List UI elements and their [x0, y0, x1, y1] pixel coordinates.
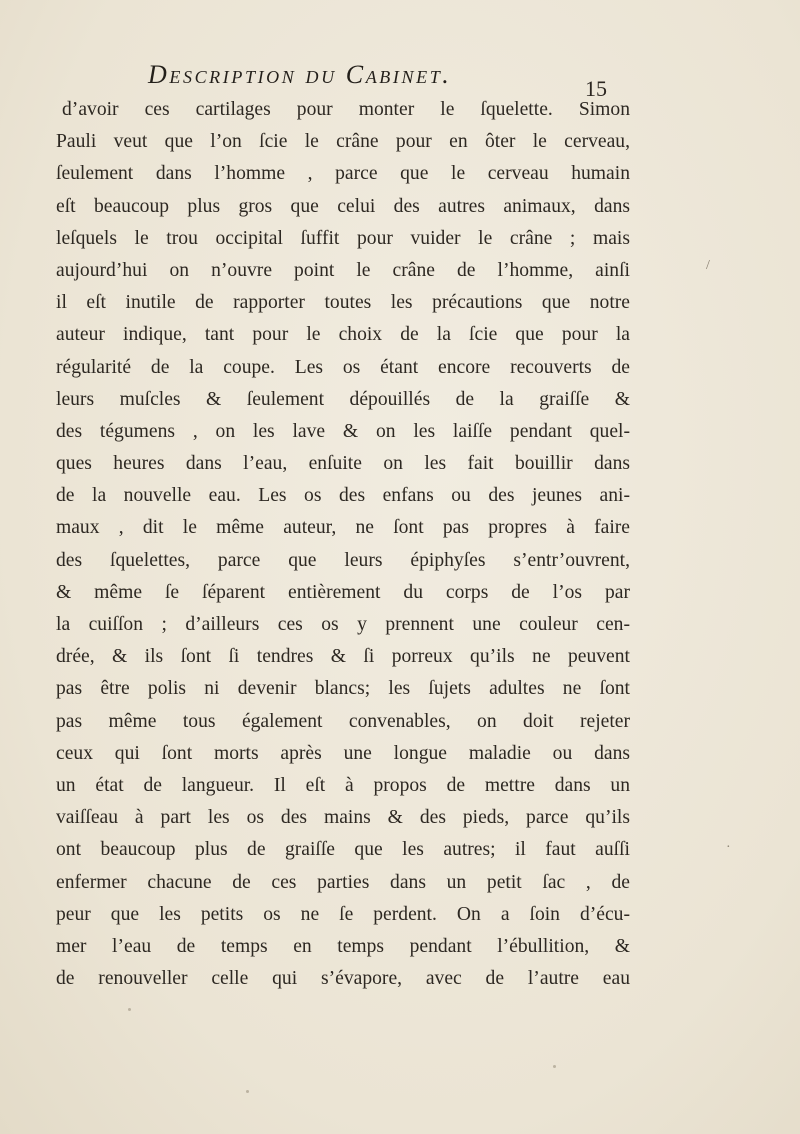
- paper-speck: [246, 1090, 249, 1093]
- text-line: de la nouvelle eau. Les os des enfans ou des jeunes ani-: [56, 485, 630, 507]
- text-line: de renouveller celle qui s’évapore, avec de l’autre eau: [56, 968, 630, 990]
- text-line: la cuiſſon ; d’ailleurs ces os y prennent une couleur cen-: [56, 614, 630, 635]
- text-line: drée, & ils ſont ſi tendres & ſi porreux qu’ils ne peuvent: [56, 646, 630, 668]
- text-line: Pauli veut que l’on ſcie le crâne pour en ôter le cerveau,: [56, 131, 630, 153]
- text-line: auteur indique, tant pour le choix de la ſcie que pour la: [56, 324, 630, 346]
- text-line: aujourd’hui on n’ouvre point le crâne de l’homme, ainſi: [56, 259, 630, 281]
- margin-mark: ·: [726, 840, 731, 855]
- margin-mark: /: [706, 258, 710, 273]
- text-line: ſeulement dans l’homme , parce que le cerveau humain: [56, 163, 630, 185]
- page-header: [148, 60, 626, 92]
- body-text: [56, 94, 630, 995]
- text-line: leſquels le trou occipital ſuffit pour vuider le crâne ; mais: [56, 227, 630, 249]
- text-line: régularité de la coupe. Les os étant encore recouverts de: [56, 356, 630, 378]
- text-line: pas même tous également convenables, on doit rejeter: [56, 710, 630, 732]
- text-line: d’avoir ces cartilages pour monter le ſquelette. Simon: [62, 99, 630, 120]
- text-line: peur que les petits os ne ſe perdent. On a ſoin d’écu-: [56, 903, 630, 925]
- text-line: pas être polis ni devenir blancs; les ſujets adultes ne ſont: [56, 678, 630, 700]
- text-line: il eſt inutile de rapporter toutes les précautions que notre: [56, 292, 630, 314]
- text-line: mer l’eau de temps en temps pendant l’ébullition, &: [56, 935, 630, 957]
- text-line: eſt beaucoup plus gros que celui des autres animaux, dans: [56, 195, 630, 217]
- paper-speck: [128, 1008, 131, 1011]
- text-line: ceux qui ſont morts après une longue maladie ou dans: [56, 742, 630, 764]
- text-line: & même ſe ſéparent entièrement du corps de l’os par: [56, 581, 630, 603]
- paper-speck: [553, 1065, 556, 1068]
- text-line: des tégumens , on les lave & on les laiſſe pendant quel-: [56, 420, 630, 442]
- text-line: ques heures dans l’eau, enſuite on les fait bouillir dans: [56, 453, 630, 475]
- page-number: 15: [585, 76, 607, 101]
- text-line: un état de langueur. Il eſt à propos de mettre dans un: [56, 774, 630, 796]
- text-line: vaiſſeau à part les os des mains & des pieds, parce qu’ils: [56, 807, 630, 829]
- text-line: ont beaucoup plus de graiſſe que les autres; il faut auſſi: [56, 839, 630, 861]
- text-line: maux , dit le même auteur, ne ſont pas propres à faire: [56, 517, 630, 539]
- text-line: leurs muſcles & ſeulement dépouillés de la graiſſe &: [56, 388, 630, 410]
- text-line: enfermer chacune de ces parties dans un petit ſac , de: [56, 871, 630, 893]
- text-line: des ſquelettes, parce que leurs épiphyſes s’entr’ouvrent,: [56, 549, 630, 571]
- running-title: Description du Cabinet.: [148, 60, 452, 89]
